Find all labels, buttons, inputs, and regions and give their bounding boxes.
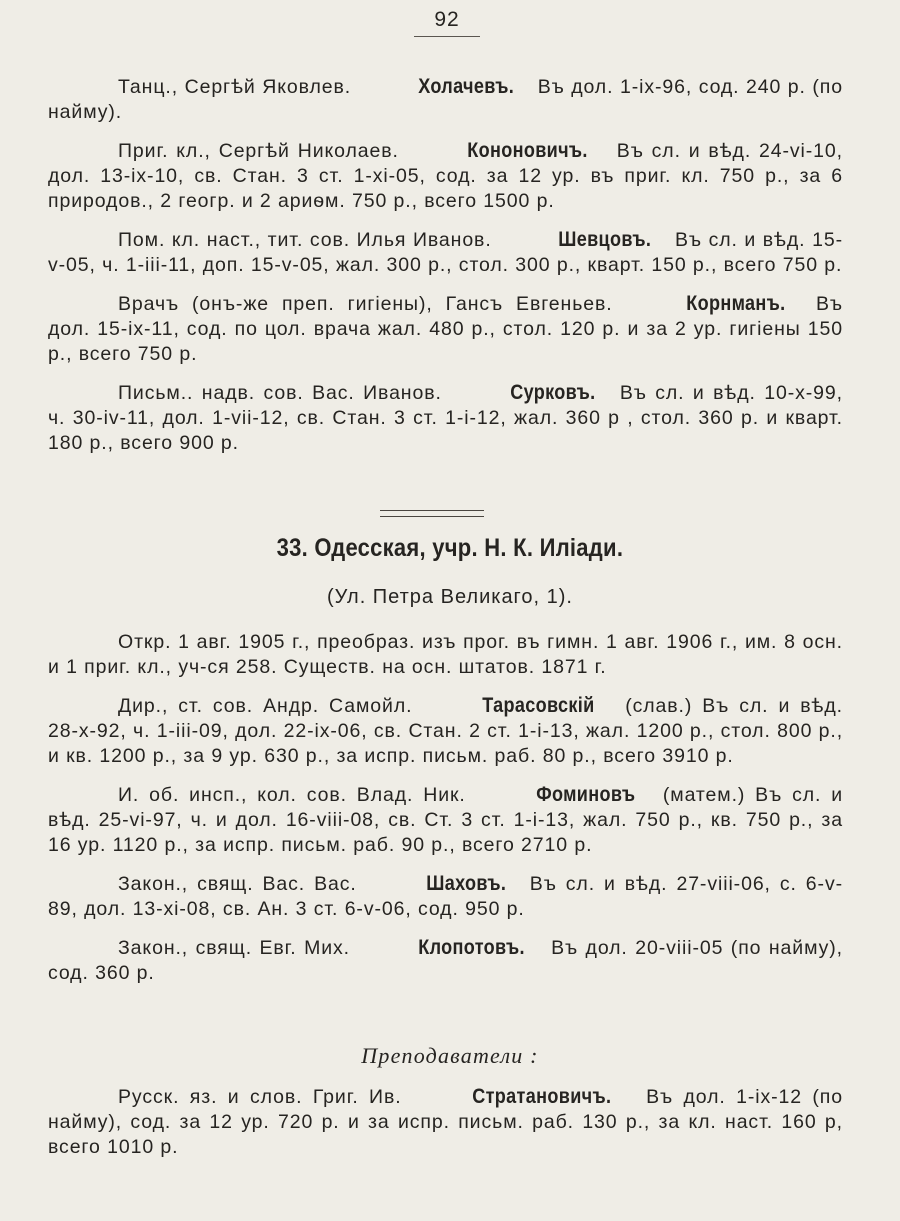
staff-entry-dance-teacher: Танц., Сергѣй Яковлев. Холачевъ. Въ дол. 1-ix-96, сод. 240 р. (по найму). (48, 75, 843, 123)
top-entries (48, 74, 843, 469)
section-divider (380, 510, 484, 517)
teachers-heading: Преподаватели : (361, 1043, 539, 1068)
staff-entry-physician: Врачъ (онъ-же преп. гигіены), Гансъ Евгеньев. Корнманъ. Въ дол. 15-ix-11, сод. по цол. врача жал. 480 р., стол. 120 р. и за 2 ур. гигіены 150 р., всего 750 р. (48, 292, 844, 365)
staff-entry-law-teacher-1: Закон., свящ. Вас. Вас. Шаховъ. Въ сл. и вѣд. 27-viii-06, с. 6-v-89, дол. 13-xi-08, св. Ан. 3 ст. 6-v-06, сод. 950 р. (48, 872, 843, 920)
staff-entry-director: Дир., ст. сов. Андр. Самойл. Тарасовскій (слав.) Въ сл. и вѣд. 28-x-92, ч. 1-iii-09, дол. 22-ix-06, св. Стан. 2 ст. 1-i-13, жал. 1200 р., стол. 800 р., и кв. 1200 р., за 9 ур. 630 р., за испр. письм. раб. 80 р., всего 3910 р. (48, 694, 844, 767)
school-description: Откр. 1 авг. 1905 г., преобраз. изъ прог. въ гимн. 1 авг. 1906 г., им. 8 осн. и 1 приг. кл., уч-ся 258. Существ. на осн. штатов. 1871 г. (48, 631, 843, 678)
page-number: 92 (434, 8, 460, 31)
staff-entry-russian-teacher: Русск. яз. и слов. Григ. Ив. Стратановичъ. Въ дол. 1-ix-12 (по найму), сод. за 12 ур. 720 р. и за испр. письм. раб. 130 р., за кл. наст. 160 р, всего 1010 р. (48, 1085, 843, 1158)
section-address: (Ул. Петра Великаго, 1). (327, 586, 573, 608)
staff-entry-clerk: Письм.. надв. сов. Вас. Иванов. Сурковъ. Въ сл. и вѣд. 10-x-99, ч. 30-iv-11, дол. 1-vii-12, св. Стан. 3 ст. 1-i-12, жал. 360 р , стол. 360 р. и кварт. 180 р., всего 900 р. (48, 381, 843, 454)
page-number-rule (414, 36, 480, 37)
staff-entry-inspector: И. об. инсп., кол. сов. Влад. Ник. Фоминовъ (матем.) Въ сл. и вѣд. 25-vi-97, ч. и дол. 16-viii-08, св. Ст. 3 ст. 1-i-13, жал. 750 р., кв. 750 р., за 16 ур. 1120 р., за испр. письм. раб. 90 р., всего 2710 р. (48, 783, 843, 856)
section-entries (48, 630, 843, 999)
staff-entry-law-teacher-2: Закон., свящ. Евг. Мих. Клопотовъ. Въ дол. 20-viii-05 (по найму), сод. 360 р. (48, 936, 843, 984)
staff-entry-prep-class-teacher: Приг. кл., Сергѣй Николаев. Кононовичъ. Въ сл. и вѣд. 24-vi-10, дол. 13-ix-10, св. Стан. 3 ст. 1-xi-05, сод. за 12 ур. въ приг. кл. 750 р., за 6 природов., 2 геогр. и 2 ариѳм. 750 р., всего 1500 р. (48, 139, 843, 212)
section-heading: 33. Одесская, учр. Н. К. Иліади. (276, 534, 624, 562)
teacher-entries (48, 1084, 843, 1173)
staff-entry-asst-class-tutor: Пом. кл. наст., тит. сов. Илья Иванов. Шевцовъ. Въ сл. и вѣд. 15-v-05, ч. 1-iii-11, доп. 15-v-05, жал. 300 р., стол. 300 р., кварт. 150 р., всего 750 р. (48, 228, 843, 276)
